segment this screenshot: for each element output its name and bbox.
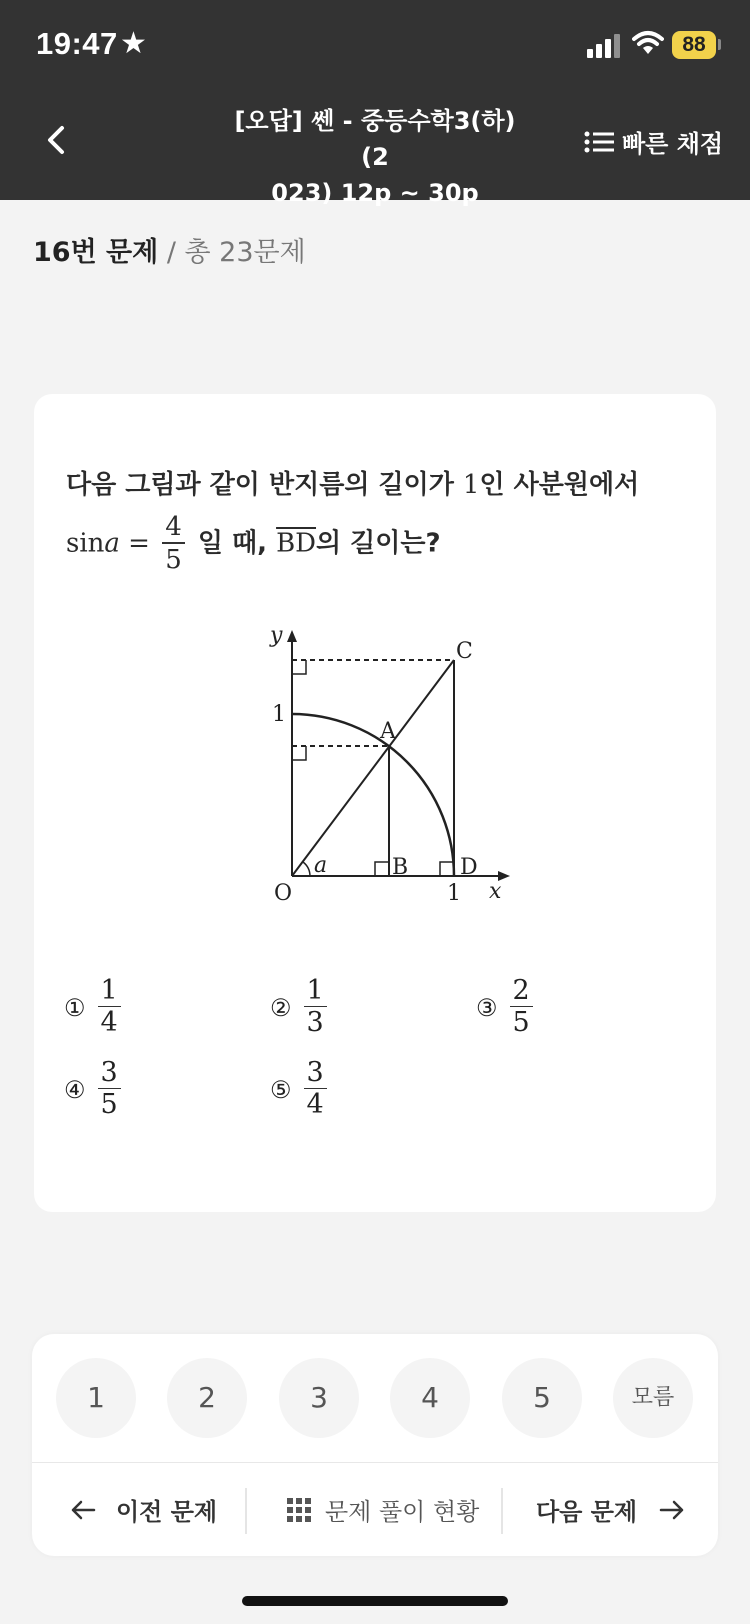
next-question-label: 다음 문제 [536,1498,638,1526]
label-b: B [392,855,409,880]
choice-numerator: 2 [510,976,533,1007]
question-card [34,394,716,1212]
question-text-start: 다음 그림과 같이 반지름의 길이가 [66,470,463,500]
choice-fraction [304,1058,327,1121]
label-d: D [460,855,478,880]
choice-numerator: 3 [98,1058,121,1089]
prev-question-button[interactable] [70,1492,217,1527]
question-text-end: 인 사분원에서 [479,470,640,500]
y-arrow [287,630,297,642]
quick-grade-button[interactable] [584,124,723,159]
top-bar [0,0,750,207]
answer-button-4[interactable]: 4 [390,1358,470,1438]
page-title-line2: 023) 12p ~ 30p [271,179,479,207]
label-one-y: 1 [272,702,286,727]
choice-numerator: 1 [304,976,327,1007]
quick-grade-label: 빠른 채점 [622,130,724,158]
question-text-line1 [66,464,639,501]
sin-fraction-numerator: 4 [162,512,185,544]
nav-separator [245,1488,247,1534]
status-time: 19:47 [36,26,118,61]
choice-2[interactable] [270,976,331,1039]
right-angle-c [292,660,306,674]
arrow-left-icon [70,1499,96,1521]
sin-fraction [162,512,185,576]
answer-button-2[interactable]: 2 [167,1358,247,1438]
solve-status-button[interactable] [287,1492,479,1527]
answer-button-unknown[interactable]: 모름 [613,1358,693,1438]
choice-1[interactable] [64,976,125,1039]
progress-separator: / [158,237,185,268]
list-icon [584,131,614,153]
label-o: O [274,881,293,906]
choice-mark: ② [270,993,292,1022]
battery-level: 88 [672,31,716,59]
right-angle-a [292,746,306,760]
choice-mark: ① [64,993,86,1022]
signal-icon [587,32,623,58]
wifi-icon [632,30,664,56]
choice-mark: ⑤ [270,1075,292,1104]
choice-mark: ③ [476,993,498,1022]
choice-5[interactable] [270,1058,331,1121]
arrow-right-icon [659,1499,685,1521]
choice-4[interactable] [64,1058,125,1121]
back-button[interactable] [40,120,74,160]
choice-fraction [304,976,327,1039]
quarter-circle-arc [292,714,454,876]
solve-status-label: 문제 풀이 현황 [325,1498,480,1526]
choice-fraction [510,976,533,1039]
choice-numerator: 1 [98,976,121,1007]
segment-bd: $\overline{BD}$ [276,528,317,559]
prev-question-label: 이전 문제 [116,1498,218,1526]
equals-sign: = [119,528,159,559]
answer-button-3[interactable]: 3 [279,1358,359,1438]
total-questions: 총 23문제 [184,237,306,268]
question-text-line2 [66,512,441,582]
grid-icon [287,1498,311,1522]
choice-numerator: 3 [304,1058,327,1089]
sin-fraction-denominator: 5 [165,545,182,575]
quarter-circle-figure [234,626,524,916]
next-question-button[interactable] [536,1492,685,1527]
right-angle-d [440,862,454,876]
label-a: A [380,719,396,744]
label-x: x [489,879,502,904]
choice-fraction [98,976,121,1039]
radius-value: 1 [462,470,480,500]
question-progress [33,230,306,269]
label-c: C [456,639,473,664]
star-icon: ★ [120,26,147,61]
choice-fraction [98,1058,121,1121]
page-title [220,103,530,211]
question-mid-text: 일 때, [188,528,277,559]
choice-3[interactable] [476,976,537,1039]
label-one-x: 1 [447,881,461,906]
choice-denominator: 5 [100,1089,118,1120]
answer-panel [32,1334,718,1556]
page-title-line1: [오답] 쎈 - 중등수학3(하) (2 [234,107,516,171]
panel-divider [32,1462,718,1463]
answer-button-5[interactable]: 5 [502,1358,582,1438]
choice-denominator: 4 [100,1007,118,1038]
label-y: y [270,626,283,648]
choice-mark: ④ [64,1075,86,1104]
choice-denominator: 4 [306,1089,324,1120]
alpha-symbol: a [104,528,120,559]
question-end-text: 의 길이는? [316,528,441,559]
current-question: 16번 문제 [33,237,159,268]
right-angle-b [375,862,389,876]
home-indicator[interactable] [242,1596,508,1606]
alpha-arc [303,862,310,876]
line-oc [292,660,454,876]
choice-denominator: 3 [306,1007,324,1038]
nav-separator [501,1488,503,1534]
answer-button-1[interactable]: 1 [56,1358,136,1438]
choice-denominator: 5 [512,1007,530,1038]
battery-tip [718,39,721,50]
label-alpha: a [314,853,328,878]
sin-text: sin [66,528,105,559]
